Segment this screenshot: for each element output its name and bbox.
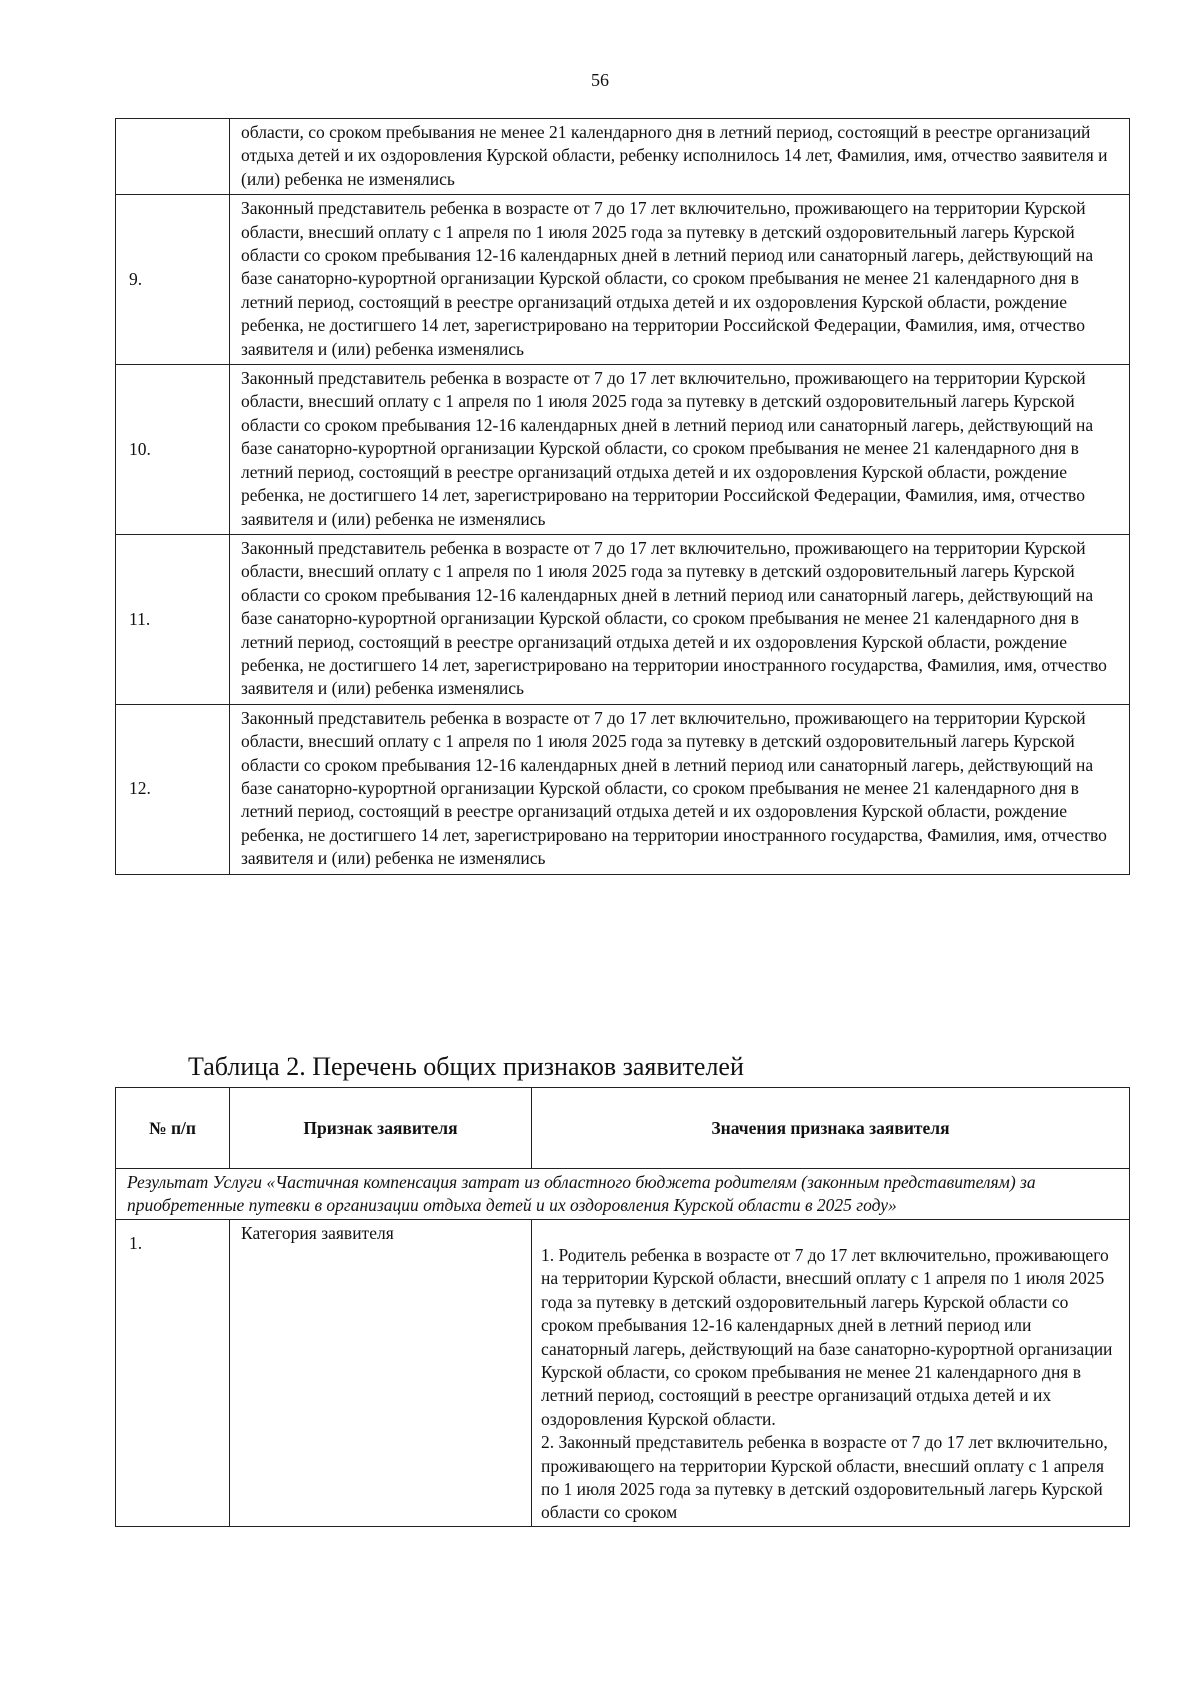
- row-description: Законный представитель ребенка в возрасте от 7 до 17 лет включительно, проживающего на территории Курской области, внесший оплату с 1 апреля по 1 июля 2025 года за путевку в детский оздоровительный лагерь Курской области со сроком пребывания 12-16 календарных дней в летний период или санаторный лагерь, действующий на базе санаторно-курортной организации Курской области, со сроком пребывания не менее 21 календарного дня в летний период, состоящий в реестре организаций отдыха детей и их оздоровления Курской области, рождение ребенка, не достигшего 14 лет, зарегистрировано на территории иностранного государства, Фамилия, имя, отчество заявителя и (или) ребенка не изменялись: [230, 704, 1130, 874]
- table-2-applicant-attributes: [115, 1087, 1130, 1527]
- row-number: 11.: [116, 534, 230, 704]
- result-row: [116, 1169, 1130, 1220]
- attribute-values: [532, 1220, 1130, 1527]
- table-1-continuation: [115, 118, 1130, 875]
- header-num: № п/п: [116, 1088, 230, 1169]
- service-result-caption: Результат Услуги «Частичная компенсация затрат из областного бюджета родителям (законным представителям) за приобретенные путевки в организации отдыха детей и их оздоровления Курской области в 2025 году»: [116, 1169, 1130, 1220]
- table-row: [116, 1220, 1130, 1527]
- table-row: [116, 704, 1130, 874]
- table-row: [116, 119, 1130, 195]
- table-row: [116, 195, 1130, 365]
- row-number: 1.: [116, 1220, 230, 1527]
- table-row: [116, 534, 1130, 704]
- page-number: 56: [591, 70, 609, 90]
- table-row: [116, 365, 1130, 535]
- header-attribute: Признак заявителя: [230, 1088, 532, 1169]
- header-values: Значения признака заявителя: [532, 1088, 1130, 1169]
- table-header-row: [116, 1088, 1130, 1169]
- table-2-title: Таблица 2. Перечень общих признаков заявителей: [188, 1052, 744, 1081]
- attribute-name: Категория заявителя: [230, 1220, 532, 1527]
- row-number: 10.: [116, 365, 230, 535]
- row-description: области, со сроком пребывания не менее 21 календарного дня в летний период, состоящий в реестре организаций отдыха детей и их оздоровления Курской области, ребенку исполнилось 14 лет, Фамилия, имя, отчество заявителя и (или) ребенка не изменялись: [230, 119, 1130, 195]
- attribute-value-2: 2. Законный представитель ребенка в возрасте от 7 до 17 лет включительно, проживающего на территории Курской области, внесший оплату с 1 апреля по 1 июля 2025 года за путевку в детский оздоровительный лагерь Курской области со сроком: [541, 1432, 1108, 1523]
- row-number: [116, 119, 230, 195]
- attribute-value-1: 1. Родитель ребенка в возрасте от 7 до 17 лет включительно, проживающего на территории Курской области, внесший оплату с 1 апреля по 1 июля 2025 года за путевку в детский оздоровительный лагерь Курской области со сроком пребывания 12-16 календарных дней в летний период или санаторный лагерь, действующий на базе санаторно-курортной организации Курской области, со сроком пребывания не менее 21 календарного дня в летний период, состоящий в реестре организаций отдыха детей и их оздоровления Курской области.: [541, 1245, 1113, 1429]
- row-description: Законный представитель ребенка в возрасте от 7 до 17 лет включительно, проживающего на территории Курской области, внесший оплату с 1 апреля по 1 июля 2025 года за путевку в детский оздоровительный лагерь Курской области со сроком пребывания 12-16 календарных дней в летний период или санаторный лагерь, действующий на базе санаторно-курортной организации Курской области, со сроком пребывания не менее 21 календарного дня в летний период, состоящий в реестре организаций отдыха детей и их оздоровления Курской области, рождение ребенка, не достигшего 14 лет, зарегистрировано на территории Российской Федерации, Фамилия, имя, отчество заявителя и (или) ребенка изменялись: [230, 195, 1130, 365]
- row-number: 12.: [116, 704, 230, 874]
- row-description: Законный представитель ребенка в возрасте от 7 до 17 лет включительно, проживающего на территории Курской области, внесший оплату с 1 апреля по 1 июля 2025 года за путевку в детский оздоровительный лагерь Курской области со сроком пребывания 12-16 календарных дней в летний период или санаторный лагерь, действующий на базе санаторно-курортной организации Курской области, со сроком пребывания не менее 21 календарного дня в летний период, состоящий в реестре организаций отдыха детей и их оздоровления Курской области, рождение ребенка, не достигшего 14 лет, зарегистрировано на территории иностранного государства, Фамилия, имя, отчество заявителя и (или) ребенка изменялись: [230, 534, 1130, 704]
- row-number: 9.: [116, 195, 230, 365]
- row-description: Законный представитель ребенка в возрасте от 7 до 17 лет включительно, проживающего на территории Курской области, внесший оплату с 1 апреля по 1 июля 2025 года за путевку в детский оздоровительный лагерь Курской области со сроком пребывания 12-16 календарных дней в летний период или санаторный лагерь, действующий на базе санаторно-курортной организации Курской области, со сроком пребывания не менее 21 календарного дня в летний период, состоящий в реестре организаций отдыха детей и их оздоровления Курской области, рождение ребенка, не достигшего 14 лет, зарегистрировано на территории Российской Федерации, Фамилия, имя, отчество заявителя и (или) ребенка не изменялись: [230, 365, 1130, 535]
